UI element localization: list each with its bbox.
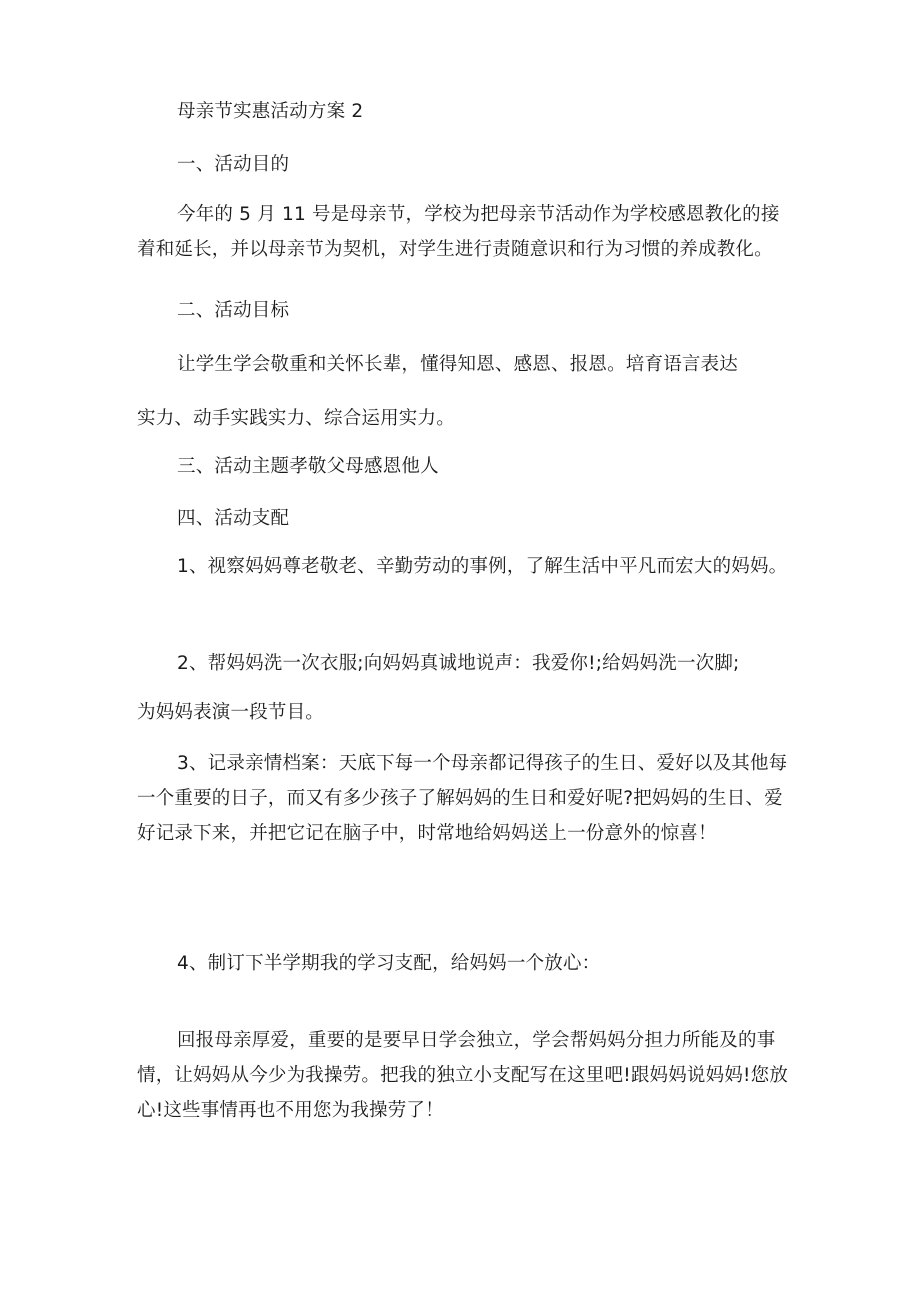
section-heading-theme: 三、活动主题孝敬父母感恩他人	[177, 456, 439, 477]
section-heading-purpose: 一、活动目的	[177, 154, 290, 175]
paragraph-closing: 回报母亲厚爱，重要的是要早日学会独立，学会帮妈妈分担力所能及的事情，让妈妈从今少为我操劳。把我的独立小支配写在这里吧!跟妈妈说妈妈!您放心!这些事情再也不用您为我操劳了！	[137, 1030, 789, 1121]
list-item-2-line1: 2、帮妈妈洗一次衣服;向妈妈真诚地说声：我爱你!;给妈妈洗一次脚;	[177, 653, 740, 674]
paragraph-goals-line2: 实力、动手实践实力、综合运用实力。	[137, 408, 455, 429]
section-heading-goals: 二、活动目标	[177, 300, 290, 321]
list-item-4: 4、制订下半学期我的学习支配，给妈妈一个放心：	[177, 953, 601, 974]
section-heading-arrangement: 四、活动支配	[177, 508, 290, 529]
list-item-2-line2: 为妈妈表演一段节目。	[137, 702, 325, 723]
paragraph-goals-line1: 让学生学会敬重和关怀长辈，懂得知恩、感恩、报恩。培育语言表达	[177, 354, 739, 375]
document-title: 母亲节实惠活动方案 2	[177, 101, 364, 122]
list-item-3: 3、记录亲情档案：天底下每一个母亲都记得孩子的生日、爱好以及其他每一个重要的日子，而又有多少孩子了解妈妈的生日和爱好呢?把妈妈的生日、爱好记录下来，并把它记在脑子中，时常地给妈妈送上一份意外的惊喜！	[137, 753, 788, 844]
list-item-1: 1、视察妈妈尊老敬老、辛勤劳动的事例，了解生活中平凡而宏大的妈妈。	[177, 556, 788, 577]
paragraph-purpose: 今年的 5 月 11 号是母亲节，学校为把母亲节活动作为学校感恩教化的接着和延长，并以母亲节为契机，对学生进行责随意识和行为习惯的养成教化。	[137, 204, 780, 260]
